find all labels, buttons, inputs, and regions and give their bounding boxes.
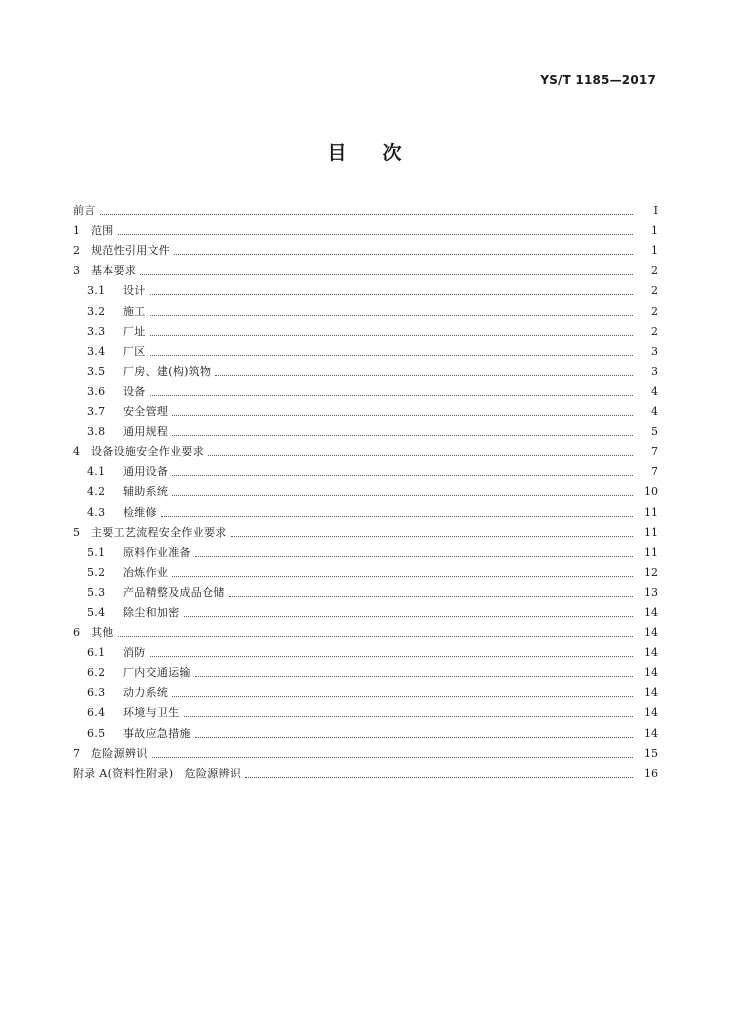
toc-entry[interactable] <box>73 540 658 560</box>
dot-leader <box>172 695 633 697</box>
toc-entry-label-group <box>73 566 168 580</box>
toc-entry-label: 危险源辨识 <box>91 746 148 760</box>
toc-entry-label: 除尘和加密 <box>123 605 180 619</box>
toc-entry[interactable] <box>73 761 658 781</box>
toc-entry-page-number: 2 <box>651 304 658 318</box>
dot-leader <box>184 715 634 717</box>
toc-entry-label: 厂区 <box>123 344 146 358</box>
toc-entry-number: 5.3 <box>87 585 106 599</box>
toc-entry-label: 规范性引用文件 <box>91 244 171 258</box>
toc-entry-label: 动力系统 <box>123 686 169 700</box>
toc-entry-page-number: 14 <box>644 626 658 640</box>
toc-entry-page-number: 11 <box>644 505 658 519</box>
toc-entry-page-number: 14 <box>644 726 658 740</box>
toc-entry-number: 5.1 <box>87 545 106 559</box>
toc-entry[interactable] <box>73 520 658 540</box>
toc-entry-label: 通用设备 <box>123 465 169 479</box>
dot-leader <box>172 434 633 436</box>
toc-entry-page-number: 1 <box>651 224 658 238</box>
toc-entry[interactable] <box>73 741 658 761</box>
toc-entry[interactable] <box>73 660 658 680</box>
dot-leader <box>208 454 633 456</box>
toc-entry[interactable] <box>73 620 658 640</box>
toc-entry-page-number: 7 <box>651 445 658 459</box>
toc-entry-label-group <box>73 224 114 238</box>
toc-entry-page-number: 15 <box>644 746 658 760</box>
toc-entry-label: 消防 <box>123 646 146 660</box>
toc-entry-label-group <box>73 706 180 720</box>
toc-entry-label: 通用规程 <box>123 425 169 439</box>
toc-entry-page-number: Ⅰ <box>653 204 658 218</box>
toc-title <box>0 138 729 165</box>
toc-entry-label: 事故应急措施 <box>123 726 191 740</box>
toc-entry[interactable] <box>73 640 658 660</box>
toc-entry[interactable] <box>73 278 658 298</box>
dot-leader <box>140 273 633 275</box>
toc-entry-label-group <box>73 626 114 640</box>
dot-leader <box>245 776 633 778</box>
toc-entry[interactable] <box>73 560 658 580</box>
toc-entry-label: 附录 A(资料性附录) 危险源辨识 <box>73 766 242 780</box>
dot-leader <box>172 575 633 577</box>
dot-leader <box>152 756 634 758</box>
toc-entry-label: 厂房、建(构)筑物 <box>123 364 212 378</box>
toc-entry-label-group <box>73 526 227 540</box>
toc-entry-label: 厂内交通运输 <box>123 666 191 680</box>
toc-entry-number: 3.6 <box>87 384 106 398</box>
dot-leader <box>118 233 633 235</box>
toc-title-char-1: 目 <box>327 142 347 164</box>
toc-entry[interactable] <box>73 359 658 379</box>
toc-entry-number: 3.8 <box>87 425 106 439</box>
dot-leader <box>195 675 633 677</box>
toc-entry-label-group <box>73 264 136 278</box>
toc-entry-label: 产品精整及成品仓储 <box>123 585 225 599</box>
dot-leader <box>172 494 633 496</box>
toc-entry[interactable] <box>73 198 658 218</box>
toc-entry[interactable] <box>73 319 658 339</box>
toc-entry-label: 主要工艺流程安全作业要求 <box>91 525 227 539</box>
toc-entry-page-number: 7 <box>651 465 658 479</box>
toc-entry[interactable] <box>73 419 658 439</box>
toc-entry-label-group <box>73 485 168 499</box>
toc-entry-page-number: 10 <box>644 485 658 499</box>
toc-entry-label: 环境与卫生 <box>123 706 180 720</box>
toc-entry-number: 4.2 <box>87 485 106 499</box>
toc-entry-label-group <box>73 506 157 520</box>
dot-leader <box>172 474 633 476</box>
toc-entry-number: 4.1 <box>87 465 106 479</box>
dot-leader <box>150 394 633 396</box>
toc-entry-label-group <box>73 325 146 339</box>
dot-leader <box>161 515 633 517</box>
toc-entry-page-number: 14 <box>644 706 658 720</box>
toc-entry-number: 4.3 <box>87 505 106 519</box>
dot-leader <box>150 293 633 295</box>
toc-entry[interactable] <box>73 379 658 399</box>
toc-entry[interactable] <box>73 258 658 278</box>
toc-entry-label-group <box>73 244 170 258</box>
toc-entry-label-group <box>73 365 211 379</box>
dot-leader <box>118 635 633 637</box>
toc-entry-number: 6 <box>73 626 81 640</box>
toc-entry-label-group <box>73 445 204 459</box>
toc-entry[interactable] <box>73 680 658 700</box>
toc-entry-label-group <box>73 586 225 600</box>
toc-entry[interactable] <box>73 399 658 419</box>
toc-entry-label: 范围 <box>91 224 114 238</box>
toc-entry-page-number: 14 <box>644 686 658 700</box>
toc-entry-label: 基本要求 <box>91 264 137 278</box>
toc-entry-number: 6.3 <box>87 686 106 700</box>
dot-leader <box>195 736 633 738</box>
dot-leader <box>100 213 633 215</box>
toc-entry-label-group <box>73 666 191 680</box>
dot-leader <box>174 253 633 255</box>
toc-entry-number: 6.2 <box>87 666 106 680</box>
toc-entry-page-number: 2 <box>651 284 658 298</box>
standard-code: YS/T 1185—2017 <box>540 73 656 87</box>
toc-entry-number: 7 <box>73 746 81 760</box>
toc-entry[interactable] <box>73 298 658 318</box>
toc-entry-label-group <box>73 606 180 620</box>
toc-entry[interactable] <box>73 238 658 258</box>
toc-entry-label-group <box>73 385 146 399</box>
dot-leader <box>215 374 633 376</box>
toc-entry-number: 3.5 <box>87 364 106 378</box>
toc-entry-number: 5.4 <box>87 605 106 619</box>
toc-entry-page-number: 14 <box>644 605 658 619</box>
toc-entry[interactable] <box>73 479 658 499</box>
toc-entry[interactable] <box>73 720 658 740</box>
dot-leader <box>150 334 633 336</box>
toc-entry-page-number: 5 <box>651 425 658 439</box>
toc-entry-label: 设备设施安全作业要求 <box>91 445 204 459</box>
dot-leader <box>231 535 633 537</box>
toc-entry-page-number: 3 <box>651 344 658 358</box>
toc-entry-page-number: 14 <box>644 646 658 660</box>
toc-entry-label: 设备 <box>123 384 146 398</box>
toc-entry-label-group <box>73 284 146 298</box>
toc-entry-label-group <box>73 425 168 439</box>
toc-entry-number: 4 <box>73 445 81 459</box>
toc-entry-page-number: 11 <box>644 545 658 559</box>
toc-entry-page-number: 14 <box>644 666 658 680</box>
toc-entry-number: 3 <box>73 264 81 278</box>
toc-entry-number: 3.4 <box>87 344 106 358</box>
toc-entry-label: 辅助系统 <box>123 485 169 499</box>
toc-entry-number: 1 <box>73 224 81 238</box>
toc-entry-number: 3.3 <box>87 324 106 338</box>
toc-entry-number: 6.4 <box>87 706 106 720</box>
toc-entry-label: 安全管理 <box>123 405 169 419</box>
toc-entry-label-group <box>73 465 168 479</box>
toc-entry-number: 5 <box>73 525 81 539</box>
toc-entry-page-number: 3 <box>651 364 658 378</box>
toc-entry[interactable] <box>73 499 658 519</box>
toc-entry-label: 原料作业准备 <box>123 545 191 559</box>
toc-entry-label: 其他 <box>91 626 114 640</box>
toc-entry-label-group <box>73 747 148 761</box>
dot-leader <box>172 414 633 416</box>
dot-leader <box>195 555 633 557</box>
toc-entry-label-group <box>73 727 191 741</box>
toc-entry-page-number: 12 <box>644 565 658 579</box>
dot-leader <box>150 314 633 316</box>
toc-entry[interactable] <box>73 700 658 720</box>
table-of-contents <box>73 198 658 781</box>
toc-entry-number: 6.1 <box>87 646 106 660</box>
toc-entry-number: 3.2 <box>87 304 106 318</box>
toc-entry-label: 施工 <box>123 304 146 318</box>
toc-entry-page-number: 2 <box>651 264 658 278</box>
toc-entry-label-group <box>73 686 168 700</box>
toc-entry-label-group <box>73 767 241 781</box>
toc-entry-label: 冶炼作业 <box>123 565 169 579</box>
toc-entry[interactable] <box>73 439 658 459</box>
dot-leader <box>184 615 634 617</box>
toc-entry-number: 6.5 <box>87 726 106 740</box>
toc-entry-label: 厂址 <box>123 324 146 338</box>
toc-entry-page-number: 13 <box>644 585 658 599</box>
toc-entry-number: 3.7 <box>87 405 106 419</box>
toc-entry-page-number: 1 <box>651 244 658 258</box>
dot-leader <box>150 354 633 356</box>
toc-entry[interactable] <box>73 600 658 620</box>
toc-entry-page-number: 2 <box>651 324 658 338</box>
dot-leader <box>229 595 633 597</box>
toc-entry-label-group <box>73 405 168 419</box>
toc-entry[interactable] <box>73 339 658 359</box>
toc-entry-page-number: 4 <box>651 384 658 398</box>
toc-entry-label: 前言 <box>73 204 96 218</box>
toc-entry-page-number: 11 <box>644 525 658 539</box>
toc-entry[interactable] <box>73 218 658 238</box>
toc-entry-number: 5.2 <box>87 565 106 579</box>
dot-leader <box>150 655 633 657</box>
toc-entry-label-group <box>73 546 191 560</box>
toc-entry-label-group <box>73 204 96 218</box>
toc-entry[interactable] <box>73 459 658 479</box>
toc-entry-label-group <box>73 305 146 319</box>
toc-entry-number: 3.1 <box>87 284 106 298</box>
toc-entry-label: 检维修 <box>123 505 157 519</box>
toc-entry-page-number: 16 <box>644 766 658 780</box>
toc-entry[interactable] <box>73 580 658 600</box>
toc-title-char-2: 次 <box>382 142 402 164</box>
toc-entry-number: 2 <box>73 244 81 258</box>
toc-entry-label: 设计 <box>123 284 146 298</box>
toc-entry-page-number: 4 <box>651 405 658 419</box>
toc-entry-label-group <box>73 345 146 359</box>
toc-entry-label-group <box>73 646 146 660</box>
